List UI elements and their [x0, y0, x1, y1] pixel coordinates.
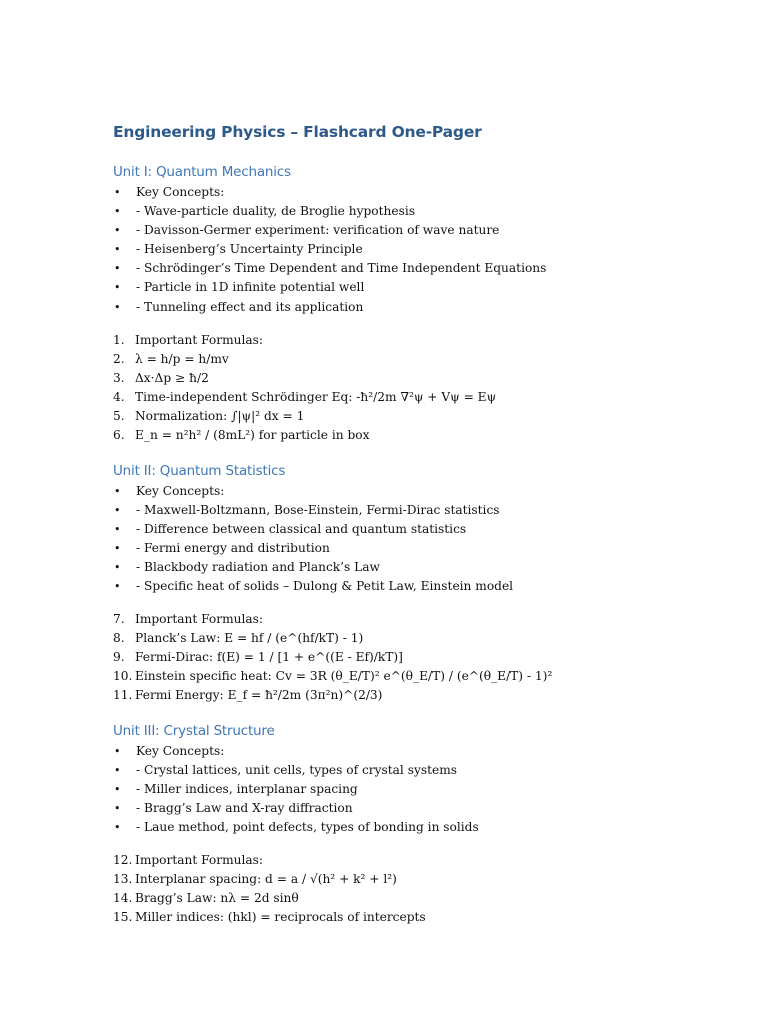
unit-section-crystal-structure — [113, 720, 753, 837]
list-item — [113, 202, 753, 221]
formula-text: Fermi-Dirac: f(E) = 1 / [1 + e^((E - Ef)/kT)] — [135, 650, 403, 665]
formula-text: Planck’s Law: E = hf / (e^(hf/kT) - 1) — [135, 631, 364, 646]
list-item — [113, 298, 753, 317]
list-item-text: - Schrödinger’s Time Dependent and Time Independent Equations — [136, 261, 547, 276]
list-item — [113, 221, 753, 240]
list-item — [113, 780, 753, 799]
formula-text: Normalization: ∫|ψ|² dx = 1 — [135, 409, 305, 424]
bullet-icon: • — [114, 783, 121, 797]
formulas-list — [113, 851, 753, 927]
list-item — [113, 577, 753, 596]
list-item-text: - Miller indices, interplanar spacing — [136, 782, 358, 797]
bullet-icon: • — [114, 262, 121, 276]
formula-item — [113, 426, 753, 445]
document-title: Engineering Physics – Flashcard One-Pager — [113, 123, 482, 141]
list-item-text: Key Concepts: — [136, 484, 225, 498]
key-concepts-list — [113, 742, 753, 837]
list-item — [113, 742, 753, 761]
unit-heading: Unit I: Quantum Mechanics — [113, 164, 291, 180]
bullet-icon: • — [114, 745, 121, 758]
formula-item — [113, 350, 753, 369]
unit-section-quantum-mechanics — [113, 161, 753, 317]
formula-item — [113, 629, 753, 648]
list-item-text: - Bragg’s Law and X-ray diffraction — [136, 801, 353, 816]
formula-text: Important Formulas: — [135, 333, 264, 347]
formula-item — [113, 889, 753, 908]
list-item-text: Key Concepts: — [136, 185, 225, 199]
list-number: 12. — [113, 853, 133, 867]
unit-heading: Unit III: Crystal Structure — [113, 723, 275, 739]
list-number: 11. — [113, 688, 133, 703]
formula-item — [113, 686, 753, 705]
list-item — [113, 259, 753, 278]
formula-item — [113, 331, 753, 350]
list-number: 6. — [113, 428, 125, 443]
list-item — [113, 520, 753, 539]
bullet-icon: • — [114, 485, 121, 498]
formula-text: Fermi Energy: E_f = ħ²/2m (3π²n)^(2/3) — [135, 688, 383, 703]
list-item — [113, 558, 753, 577]
unit-heading: Unit II: Quantum Statistics — [113, 463, 286, 479]
formula-text: λ = h/p = h/mv — [135, 352, 229, 367]
list-number: 13. — [113, 872, 133, 887]
formula-item — [113, 388, 753, 407]
list-number: 9. — [113, 650, 125, 665]
list-item — [113, 799, 753, 818]
unit-section-quantum-statistics — [113, 460, 753, 597]
list-number: 8. — [113, 631, 125, 646]
list-number: 3. — [113, 371, 125, 386]
formula-text: E_n = n²h² / (8mL²) for particle in box — [135, 428, 370, 443]
bullet-icon: • — [114, 561, 121, 575]
bullet-icon: • — [114, 542, 121, 556]
bullet-icon: • — [114, 186, 121, 199]
bullet-icon: • — [114, 504, 121, 518]
list-item — [113, 240, 753, 259]
list-item-text: - Fermi energy and distribution — [136, 541, 330, 556]
list-number: 2. — [113, 352, 125, 367]
bullet-icon: • — [114, 523, 121, 537]
list-item — [113, 278, 753, 297]
formula-item — [113, 407, 753, 426]
list-item — [113, 761, 753, 780]
list-number: 7. — [113, 612, 125, 626]
formula-item — [113, 648, 753, 667]
bullet-icon: • — [114, 300, 121, 314]
list-number: 15. — [113, 910, 133, 925]
bullet-icon: • — [114, 281, 121, 295]
key-concepts-list — [113, 183, 753, 317]
list-item — [113, 482, 753, 501]
list-item-text: - Difference between classical and quantum statistics — [136, 522, 467, 537]
list-item — [113, 539, 753, 558]
bullet-icon: • — [114, 580, 121, 594]
list-item-text: - Wave-particle duality, de Broglie hypothesis — [136, 204, 415, 219]
list-item-text: - Laue method, point defects, types of bonding in solids — [136, 820, 479, 835]
formula-text: Δx·Δp ≥ ħ/2 — [135, 371, 209, 386]
list-item — [113, 501, 753, 520]
list-item-text: - Heisenberg’s Uncertainty Principle — [136, 242, 363, 257]
formula-text: Important Formulas: — [135, 612, 264, 626]
list-item — [113, 818, 753, 837]
list-number: 10. — [113, 669, 133, 684]
list-item-text: - Particle in 1D infinite potential well — [136, 280, 365, 295]
list-item-text: - Maxwell-Boltzmann, Bose-Einstein, Fermi-Dirac statistics — [136, 503, 500, 518]
list-item-text: Key Concepts: — [136, 744, 225, 758]
list-item-text: - Davisson-Germer experiment: verification of wave nature — [136, 223, 500, 238]
formulas-list — [113, 610, 753, 705]
list-number: 1. — [113, 333, 125, 347]
key-concepts-list — [113, 482, 753, 597]
formula-item — [113, 908, 753, 927]
formulas-list — [113, 331, 753, 446]
list-item-text: - Blackbody radiation and Planck’s Law — [136, 560, 380, 575]
formula-item — [113, 667, 753, 686]
formula-text: Miller indices: (hkl) = reciprocals of intercepts — [135, 910, 426, 925]
list-item — [113, 183, 753, 202]
list-item-text: - Crystal lattices, unit cells, types of crystal systems — [136, 763, 458, 778]
bullet-icon: • — [114, 224, 121, 238]
bullet-icon: • — [114, 802, 121, 816]
formula-text: Interplanar spacing: d = a / √(h² + k² + l²) — [135, 872, 397, 887]
formula-item — [113, 851, 753, 870]
formula-text: Bragg’s Law: nλ = 2d sinθ — [135, 891, 299, 906]
formula-text: Einstein specific heat: Cv = 3R (θ_E/T)² e^(θ_E/T) / (e^(θ_E/T) - 1)² — [135, 669, 553, 684]
formula-text: Important Formulas: — [135, 853, 264, 867]
bullet-icon: • — [114, 205, 121, 219]
list-number: 5. — [113, 409, 125, 424]
bullet-icon: • — [114, 243, 121, 257]
formula-item — [113, 369, 753, 388]
list-number: 4. — [113, 390, 125, 405]
list-number: 14. — [113, 891, 133, 906]
list-item-text: - Tunneling effect and its application — [136, 299, 364, 314]
formula-item — [113, 870, 753, 889]
bullet-icon: • — [114, 821, 121, 835]
formula-item — [113, 610, 753, 629]
formula-text: Time-independent Schrödinger Eq: -ħ²/2m ∇²ψ + Vψ = Eψ — [135, 390, 497, 405]
list-item-text: - Specific heat of solids – Dulong & Petit Law, Einstein model — [136, 579, 514, 594]
bullet-icon: • — [114, 764, 121, 778]
